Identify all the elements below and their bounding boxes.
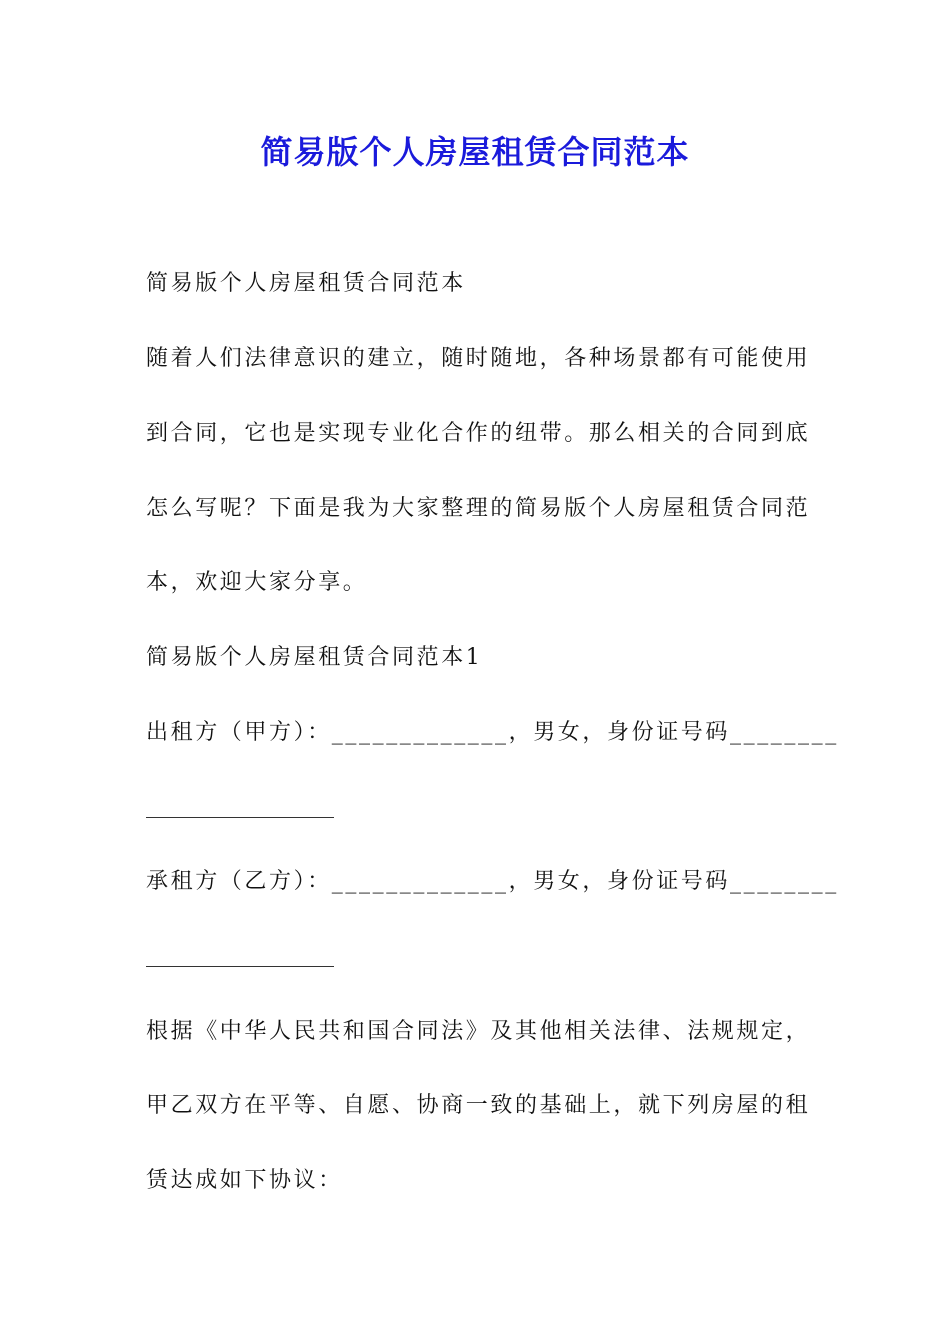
lessor-line: 出租方（甲方）：_____________，男女，身份证号码________ [146,720,839,745]
section-heading: 简易版个人房屋租赁合同范本1 [146,645,483,670]
intro-line-2: 到合同，它也是实现专业化合作的纽带。那么相关的合同到底 [146,421,811,446]
lessee-id-blank [146,966,334,967]
intro-line-3: 怎么写呢？下面是我为大家整理的简易版个人房屋租赁合同范 [146,496,811,521]
lessee-line: 承租方（乙方）：_____________，男女，身份证号码________ [146,869,839,894]
document-title: 简易版个人房屋租赁合同范本 [260,133,690,171]
basis-line-3: 赁达成如下协议： [146,1168,343,1193]
basis-line-2: 甲乙双方在平等、自愿、协商一致的基础上，就下列房屋的租 [146,1093,811,1118]
intro-line-4: 本，欢迎大家分享。 [146,570,368,595]
subheading: 简易版个人房屋租赁合同范本 [146,271,466,296]
lessor-id-blank [146,817,334,818]
basis-line-1: 根据《中华人民共和国合同法》及其他相关法律、法规规定， [146,1019,811,1044]
intro-line-1: 随着人们法律意识的建立，随时随地，各种场景都有可能使用 [146,346,811,371]
